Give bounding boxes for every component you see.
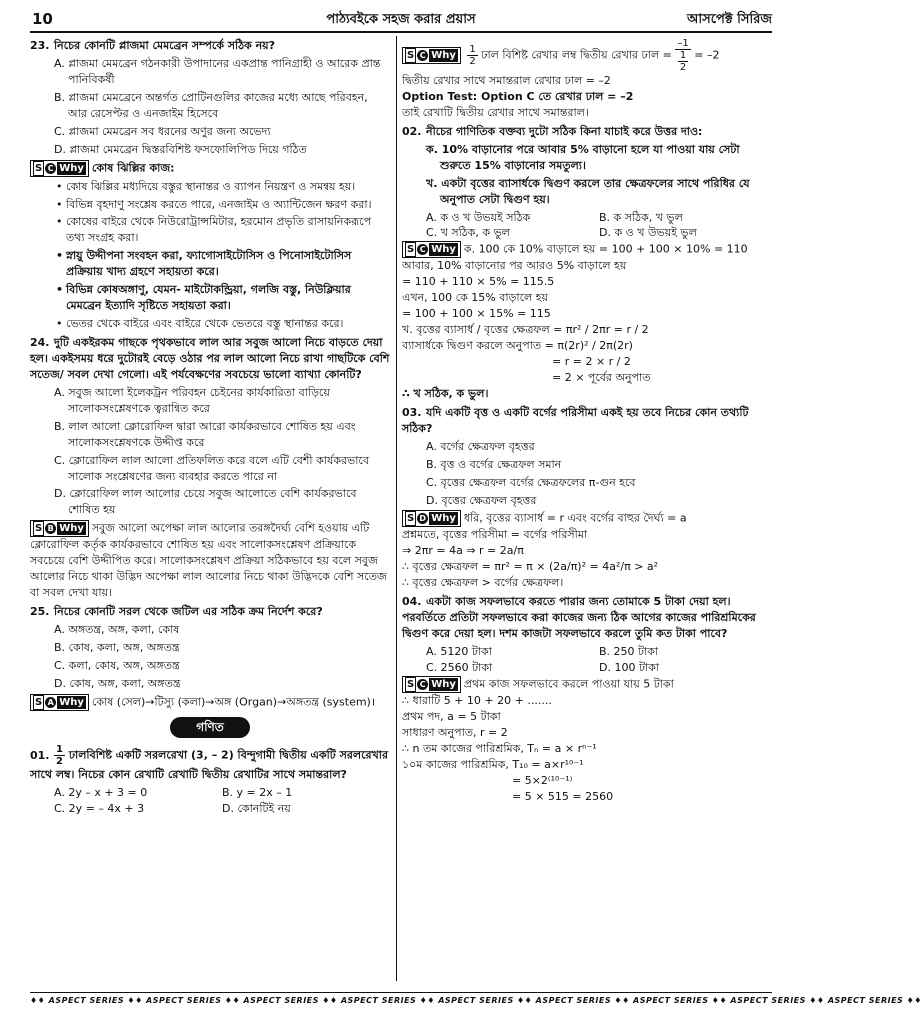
scw-badge-icon: S C Why (30, 160, 89, 177)
page-header (30, 6, 772, 30)
explanation: S A Why কোষ (সেল)→টিস্যু (কলা)→অঙ্গ (Organ)→অঙ্গতন্ত্র (system)। (30, 694, 390, 711)
explanation-line: = 2 × পূর্বের অনুপাত (552, 370, 651, 384)
option-b: B. y = 2x – 1 (222, 786, 293, 800)
option-d: D. ক ও খ উভয়ই ভুল (599, 226, 697, 240)
explanation-line: ∴ n তম কাজের পারিশ্রমিক, Tₙ = a × rⁿ⁻¹ (402, 741, 597, 755)
question-23: 23. নিচের কোনটি প্লাজমা মেমব্রেন সম্পর্কে সঠিক নয়? (30, 39, 276, 52)
explanation-line: দ্বিতীয় রেখার সাথে সমান্তরাল রেখার ঢাল = –2 (402, 74, 611, 87)
option-b: B. ক সঠিক, খ ভুল (599, 210, 683, 224)
option-b: B. কোষ, কলা, অঙ্গ, অঙ্গতন্ত্র (54, 640, 180, 654)
option-b: B. বৃত্ত ও বর্গের ক্ষেত্রফল সমান (426, 457, 562, 471)
explanation-line: Option Test: Option C তে রেখার ঢাল = –2 (402, 89, 634, 103)
explanation-line: ব্যাসার্ধকে দ্বিগুণ করলে অনুপাত = π(2r)² / 2π(2r) (402, 339, 633, 353)
explanation-line: আবার, 10% বাড়ানোর পর আরও 5% বাড়ালে হয় (402, 259, 627, 273)
explanation-line: খ. বৃত্তের ব্যাসার্ধ / বৃত্তের ক্ষেত্রফল = πr² / 2πr = r / 2 (402, 323, 649, 337)
explanation-line: = r = 2 × r / 2 (552, 355, 631, 368)
explanation-line: = 100 + 100 × 15% = 115 (402, 307, 551, 321)
option-d: D. কোনটিই নয় (222, 802, 291, 816)
option-c: C. 2560 টাকা (426, 660, 493, 674)
bullet-item: • কোষ ঝিল্লির মধ্যদিয়ে বস্তুর স্থানান্তর ও ব্যাপন নিয়ন্ত্রণ ও সমন্বয় হয়। (66, 179, 390, 195)
left-column (30, 38, 390, 817)
option-a: A. ক ও খ উভয়ই সঠিক (426, 210, 531, 224)
bullet-item: • বিভিন্ন বৃহদাণু সংশ্লেষ করতে পারে, এনজাইম ও অ্যান্টিজেন ক্ষরণ করা। (66, 197, 390, 213)
explanation-line: সাধারণ অনুপাত, r = 2 (402, 725, 508, 739)
explanation-line: প্রথম পদ, a = 5 টাকা (402, 709, 501, 723)
bullet-item: • স্নায়ু উদ্দীপনা সংবহন করা, ফ্যাগোসাইটোসিস ও পিনোসাইটোসিস প্রক্রিয়ায় খাদ্য গ্রহণে সহায়তা করে। (66, 248, 390, 280)
explanation-line: = 110 + 110 × 5% = 115.5 (402, 275, 555, 289)
explanation: S C Why $\frac{1}{2}$ ঢাল বিশিষ্ট রেখার লম্ব দ্বিতীয় রেখার ঢাল = $\frac{-1}{\frac{1}{2}}$ = –2 (402, 38, 772, 73)
option-d: D. 100 টাকা (599, 660, 660, 674)
explanation-line: ∴ বৃত্তের ক্ষেত্রফল = πr² = π × (2a/π)² = 4a²/π > a² (402, 560, 659, 574)
option-b: B. লাল আলো ক্লোরোফিল দ্বারা আরো কার্যকরভাবে শোষিত হয় এবং সালোকসংশ্লেষণকে উদ্দীপ্ত করে (54, 419, 356, 449)
option-a: A. বর্গের ক্ষেত্রফল বৃহত্তর (426, 439, 535, 453)
explanation-line: ১০ম কাজের পারিশ্রমিক, T₁₀ = a×r¹⁰⁻¹ (402, 757, 584, 771)
explanation: S C Why ক. 100 কে 10% বাড়ালে হয় = 100 + 100 × 10% = 110 (402, 241, 772, 258)
question-02: 02. নীচের গাণিতিক বক্তব্য দুটো সঠিক কিনা যাচাই করে উত্তর দাও: (402, 124, 703, 138)
option-a: A. অঙ্গতন্ত্র, অঙ্গ, কলা, কোষ (54, 623, 180, 636)
conclusion: ∴ খ সঠিক, ক ভুল। (402, 386, 489, 400)
option-a: A. প্লাজমা মেমব্রেন গঠনকারী উপাদানের একপ্রান্ত পানিগ্রাহী ও আরেক প্রান্ত পানিবিকর্ষী (54, 56, 381, 86)
footer-banner: ♦♦ ASPECT SERIES ♦♦ ASPECT SERIES ♦♦ ASPECT SERIES ♦♦ ASPECT SERIES ♦♦ ASPECT SERIES ♦♦ ASPECT SERIES ♦♦ ASPECT SERIES ♦♦ ASPECT SERIES ♦♦ ASPECT SERIES ♦♦ (30, 992, 772, 1005)
question-24: 24. দুটি একইরকম গাছকে পৃথকভাবে লাল আর সবুজ আলো নিচে বাড়তে দেয়া হল। একইসময় ধরে দুটোরই বেড়ে ওঠার পর লাল আলো নিচে রাখা গাছটিকে বেশি সতেজ/ সবল দেখা গেলো। এই পর্যবেক্ষণের সবচেয়ে ভালো ব্যাখ্যা কোনটি? (30, 336, 390, 381)
options-grid (426, 644, 772, 676)
sdw-badge-icon: S D Why (402, 510, 461, 527)
sbw-badge-icon: S B Why (30, 520, 89, 537)
bullet-item: • ভেতর থেকে বাইরে এবং বাইরে থেকে ভেতরে বস্তু স্থানান্তর করে। (66, 316, 390, 332)
explanation-line: = 5×2⁽¹⁰⁻¹⁾ (512, 773, 573, 787)
option-c: C. ক্লোরোফিল লাল আলো প্রতিফলিত করে বলে এটি বেশী কার্যকরভাবে সালোক সংশ্লেষণের জন্য ব্যবহার করতে পারে না (54, 453, 369, 483)
option-d: D. কোষ, অঙ্গ, কলা, অঙ্গতন্ত্র (54, 676, 181, 690)
explanation-line: প্রশ্নমতে, বৃত্তের পরিসীমা = বর্গের পরিসীমা (402, 528, 588, 542)
option-a: A. সবুজ আলো ইলেকট্রন পরিবহন চেইনের কার্যকারিতা বাড়িয়ে সালোকসংশ্লেষণকে ত্বরান্বিত করে (54, 385, 330, 415)
option-c: C. খ সঠিক, ক ভুল (426, 226, 510, 240)
bullet-item: • বিভিন্ন কোষঅঙ্গাণু, যেমন- মাইটোকন্ড্রিয়া, গলজি বস্তু, নিউক্লিয়ার মেমব্রেন ইত্যাদি সৃষ্টিতে সহায়তা করা। (66, 282, 390, 314)
series-name: আসপেক্ট সিরিজ (687, 12, 772, 27)
option-c: C. বৃত্তের ক্ষেত্রফল বর্গের ক্ষেত্রফলের π-গুন হবে (426, 475, 636, 489)
option-c: C. প্লাজমা মেমব্রেন সব ধরনের অণুর জন্য অভেদ্য (54, 124, 271, 138)
option-c: C. কলা, কোষ, অঙ্গ, অঙ্গতন্ত্র (54, 658, 180, 672)
explanation: S D Why ধরি, বৃত্তের ব্যাসার্ধ = r এবং বর্গের বাহুর দৈর্ঘ্য = a (402, 510, 772, 527)
page-number: 10 (32, 10, 53, 28)
option-b: B. 250 টাকা (599, 645, 659, 658)
scw-badge-icon: S C Why (402, 241, 461, 258)
explanation-header: S C Why কোষ ঝিল্লির কাজ: (30, 160, 390, 177)
header-rule (30, 31, 772, 33)
explanation-line: এখন, 100 কে 15% বাড়ালে হয় (402, 291, 548, 305)
statement-kha: খ. একটা বৃত্তের ব্যাসার্ধকে দ্বিগুণ করলে তার ক্ষেত্রফলের সাথে পরিধির যে অনুপাত সেটা দ্বিগুণ হয়। (426, 176, 750, 206)
question-04: 04. একটা কাজ সফলভাবে করতে পারার জন্য তোমাকে 5 টাকা দেয়া হল। পরবর্তিতে প্রতিটা সফলভাবে করা কাজের জন্য ঠিক আগের কাজের পারিশ্রমিকের দ্বিগুণ করে দেয়া হল। দশম কাজটা সফলভাবে করলে তুমি কত টাকা পাবে? (402, 595, 756, 641)
explanation-line: তাই রেখাটি দ্বিতীয় রেখার সাথে সমান্তরাল। (402, 105, 589, 119)
bullet-item: • কোষের বাইরে থেকে নিউরোট্রান্সমিটার, হরমোন প্রভৃতি রাসায়নিকরূপে তথ্য সংগ্রহ করা। (66, 214, 390, 246)
saw-badge-icon: S A Why (30, 694, 89, 711)
column-divider (396, 36, 397, 981)
option-d: D. ক্লোরোফিল লাল আলোর চেয়ে সবুজ আলোতে বেশি কার্যকরভাবে শোষিত হয় (54, 487, 357, 517)
option-a: A. 5120 টাকা (426, 645, 492, 658)
page (30, 0, 922, 1035)
option-d: D. প্লাজমা মেমব্রেন দ্বিস্তরবিশিষ্ট ফসফোলিপিড দিয়ে গঠিত (54, 142, 307, 156)
options-grid (54, 785, 390, 817)
question-25: 25. নিচের কোনটি সরল থেকে জটিল এর সঠিক ক্রম নির্দেশ করে? (30, 605, 323, 619)
section-title: গণিত (30, 717, 390, 738)
question-03: 03. যদি একটি বৃত্ত ও একটি বর্গের পরিসীমা একই হয় তবে নিচের কোন তথ্যটি সঠিক? (402, 405, 749, 435)
explanation-line: = 5 × 515 = 2560 (512, 789, 614, 803)
option-b: B. প্লাজমা মেমব্রেনে অন্তর্গত প্রোটিনগুলির কাজের মধ্যে আছে পরিবহন, আর রেসেপ্টর ও এনজাইম হিসেবে (54, 90, 368, 120)
option-c: C. 2y = – 4x + 3 (54, 802, 145, 816)
option-d: D. বৃত্তের ক্ষেত্রফল বৃহত্তর (426, 493, 537, 507)
explanation-line: ∴ বৃত্তের ক্ষেত্রফল > বর্গের ক্ষেত্রফল। (402, 576, 564, 590)
right-column (402, 38, 772, 804)
question-01: 01. $\frac{1}{2}$ ঢালবিশিষ্ট একটি সরলরেখা (3, – 2) বিন্দুগামী দ্বিতীয় একটি সরলরেখার সাথে লম্ব। নিচের কোন রেখাটি রেখাটি দ্বিতীয় রেখাটির সাথে সমান্তরাল? (30, 744, 389, 782)
statement-ka: ক. 10% বাড়ানোর পরে আবার 5% বাড়ানো হলে যা পাওয়া যায় সেটা শুরুতে 15% বাড়ানোর সমতুল্য। (426, 142, 740, 172)
scw-badge-icon: S C Why (402, 47, 461, 64)
scw-badge-icon: S C Why (402, 676, 461, 693)
explanation: S C Why প্রথম কাজ সফলভাবে করলে পাওয়া যায় 5 টাকা (402, 676, 772, 693)
option-a: A. 2y – x + 3 = 0 (54, 786, 148, 800)
header-tagline: পাঠ্যবইকে সহজ করার প্রয়াস (326, 12, 476, 27)
explanation-line: ∴ ধারাটি 5 + 10 + 20 + ....... (402, 693, 552, 707)
explanation-line: ⇒ 2πr = 4a ⇒ r = 2a/π (402, 544, 524, 558)
options-grid (426, 210, 772, 242)
explanation: S B Why সবুজ আলো অপেক্ষা লাল আলোর তরঙ্গদৈর্ঘ্য বেশি হওয়ায় এটি ক্লোরোফিল কর্তৃক কার্যকরভাবে শোষিত হয় এবং সালোকসংশ্লেষণ প্রক্রিয়াকে সবচেয়ে বেশি উদ্দীপিত করে। সালোকসংশ্লেষণ প্রক্রিয়া সঠিকভাবে হয় বলে সবুজ আলোর নিচে থাকা উদ্ভিদ অপেক্ষা লাল আলোর নিচে থাকা উদ্ভিদকে বেশি সতেজ বা সবল দেখা যায়। (30, 521, 387, 600)
